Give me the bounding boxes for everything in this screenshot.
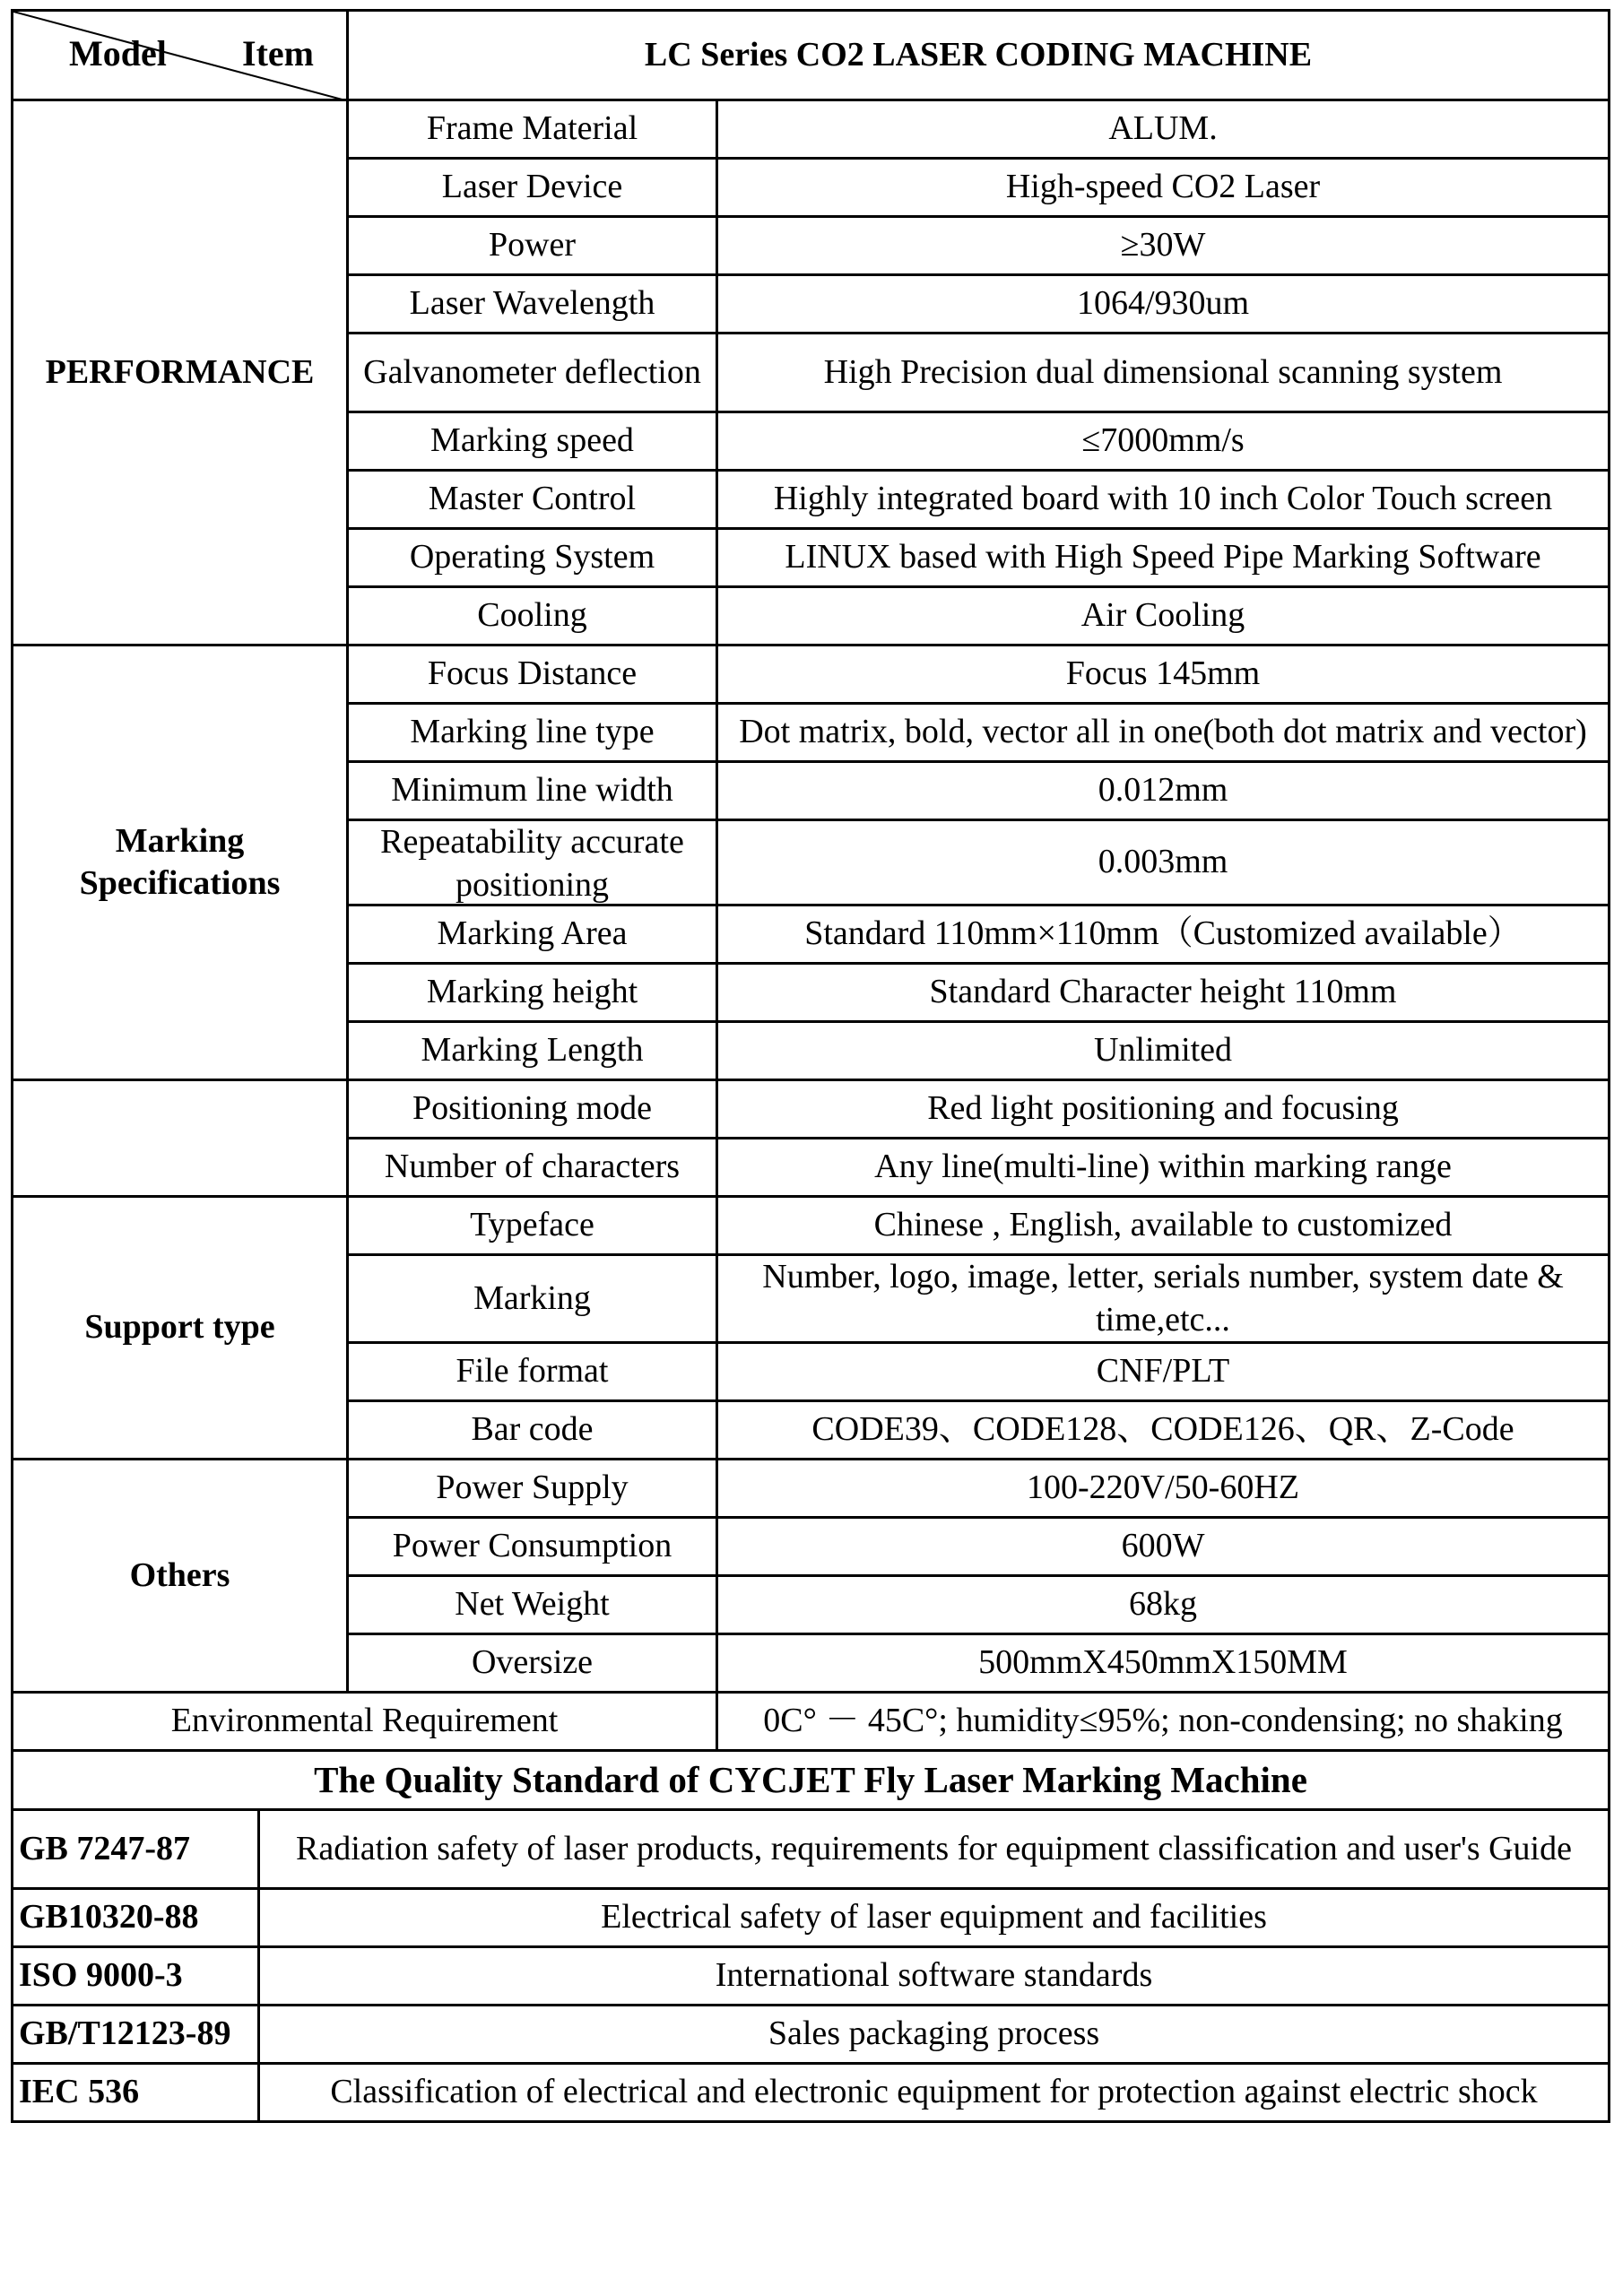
table-row (13, 1947, 1610, 2006)
value-cell: 0.012mm (717, 762, 1610, 820)
value-cell: High-speed CO2 Laser (717, 159, 1610, 217)
value-cell: Highly integrated board with 10 inch Color Touch screen (717, 471, 1610, 529)
value-cell: Number, logo, image, letter, serials number, system date & time,etc... (717, 1255, 1610, 1343)
item-text: Repeatability accurate positioning (380, 823, 684, 904)
item-label: Item (242, 33, 314, 74)
value-cell: 68kg (717, 1576, 1610, 1634)
table-row (13, 1197, 1610, 1255)
standard-desc-text: Radiation safety of laser products, requirements for equipment classification and user's Guide (296, 1829, 1572, 1867)
standard-desc (259, 1810, 1610, 1889)
item-cell: Marking (348, 1255, 717, 1343)
item-cell: Bar code (348, 1401, 717, 1460)
item-cell: File format (348, 1343, 717, 1401)
item-cell: Number of characters (348, 1139, 717, 1197)
item-cell: Master Control (348, 471, 717, 529)
item-cell (348, 334, 717, 412)
table-row (13, 1889, 1610, 1947)
value-cell: Air Cooling (717, 587, 1610, 645)
standards-title: The Quality Standard of CYCJET Fly Laser Marking Machine (13, 1751, 1610, 1810)
item-cell: Typeface (348, 1197, 717, 1255)
section-label-empty (13, 1080, 348, 1197)
value-cell: 500mmX450mmX150MM (717, 1634, 1610, 1693)
item-cell: Laser Wavelength (348, 275, 717, 334)
standards-title-row (13, 1751, 1610, 1810)
standard-desc: Sales packaging process (259, 2006, 1610, 2064)
environment-row (13, 1693, 1610, 1751)
item-cell: Marking Area (348, 905, 717, 964)
spec-table (11, 9, 1610, 1752)
environment-value: 0C° － 45C°; humidity≤95%; non-condensing; no shaking (717, 1693, 1610, 1751)
item-cell: Laser Device (348, 159, 717, 217)
value-cell: Standard Character height 110mm (717, 964, 1610, 1022)
item-cell: Marking height (348, 964, 717, 1022)
header-row (13, 11, 1610, 100)
item-cell: Positioning mode (348, 1080, 717, 1139)
table-row (13, 1080, 1610, 1139)
value-cell: Red light positioning and focusing (717, 1080, 1610, 1139)
section-label-performance: PERFORMANCE (13, 100, 348, 645)
value-cell: 0.003mm (717, 820, 1610, 905)
item-cell: Power (348, 217, 717, 275)
standard-code: GB10320-88 (13, 1889, 259, 1947)
item-text: Galvanometer deflection (363, 352, 701, 391)
item-cell: Marking line type (348, 704, 717, 762)
item-cell: Marking Length (348, 1022, 717, 1080)
value-cell: Focus 145mm (717, 645, 1610, 704)
value-cell: Chinese , English, available to customized (717, 1197, 1610, 1255)
item-cell: Power Consumption (348, 1518, 717, 1576)
value-cell: LINUX based with High Speed Pipe Marking Software (717, 529, 1610, 587)
value-cell: 100-220V/50-60HZ (717, 1460, 1610, 1518)
model-label: Model (69, 33, 167, 74)
model-item-corner-cell (13, 11, 348, 100)
value-cell (717, 704, 1610, 762)
item-cell: Minimum line width (348, 762, 717, 820)
environment-label: Environmental Requirement (13, 1693, 717, 1751)
section-label-support-type: Support type (13, 1197, 348, 1460)
value-cell: Any line(multi-line) within marking range (717, 1139, 1610, 1197)
table-row (13, 1460, 1610, 1518)
item-cell: Operating System (348, 529, 717, 587)
standard-code: IEC 536 (13, 2064, 259, 2122)
standard-code: GB 7247-87 (13, 1810, 259, 1889)
value-text: Dot matrix, bold, vector all in one(both dot matrix and vector) (739, 713, 1587, 751)
item-cell: Frame Material (348, 100, 717, 159)
standard-code: ISO 9000-3 (13, 1947, 259, 2006)
value-cell: ≤7000mm/s (717, 412, 1610, 471)
table-row (13, 100, 1610, 159)
section-label-marking-specifications: Marking Specifications (13, 645, 348, 1080)
standard-desc: International software standards (259, 1947, 1610, 2006)
page-title: LC Series CO2 LASER CODING MACHINE (348, 11, 1610, 100)
item-cell: Oversize (348, 1634, 717, 1693)
item-cell (348, 820, 717, 905)
value-cell: Unlimited (717, 1022, 1610, 1080)
table-row (13, 1810, 1610, 1889)
standard-desc: Electrical safety of laser equipment and facilities (259, 1889, 1610, 1947)
table-row (13, 645, 1610, 704)
standard-desc: Classification of electrical and electronic equipment for protection against electric shock (259, 2064, 1610, 2122)
item-cell: Focus Distance (348, 645, 717, 704)
value-cell: ≥30W (717, 217, 1610, 275)
value-cell: 600W (717, 1518, 1610, 1576)
table-row (13, 2006, 1610, 2064)
value-cell: CNF/PLT (717, 1343, 1610, 1401)
item-cell: Cooling (348, 587, 717, 645)
value-cell: High Precision dual dimensional scanning system (717, 334, 1610, 412)
item-cell: Power Supply (348, 1460, 717, 1518)
item-cell: Marking speed (348, 412, 717, 471)
table-row (13, 2064, 1610, 2122)
item-cell: Net Weight (348, 1576, 717, 1634)
spec-sheet (11, 9, 1608, 2290)
value-cell: CODE39、CODE128、CODE126、QR、Z-Code (717, 1401, 1610, 1460)
section-label-others: Others (13, 1460, 348, 1693)
standards-table (11, 1749, 1610, 2123)
standard-code: GB/T12123-89 (13, 2006, 259, 2064)
value-cell: 1064/930um (717, 275, 1610, 334)
value-cell: ALUM. (717, 100, 1610, 159)
value-cell: Standard 110mm×110mm（Customized available） (717, 905, 1610, 964)
